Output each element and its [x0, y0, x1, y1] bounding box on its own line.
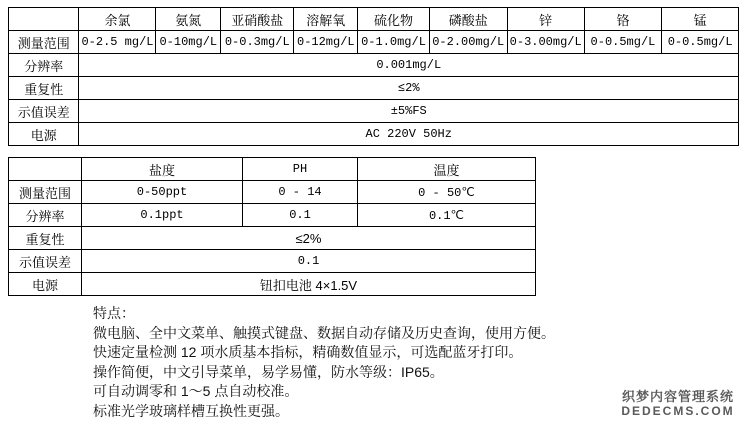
table1-column-header: 磷酸盐 [429, 8, 507, 31]
table2-range-row [9, 181, 536, 204]
table2-corner-cell [9, 158, 82, 181]
table2-repeatability-cell: ≤2% [82, 227, 536, 250]
table1-repeatability-row [9, 77, 739, 100]
watermark-domain-text: DEDECMS.COM [621, 404, 735, 418]
table2-column-header: 温度 [358, 158, 536, 181]
table1-repeatability-cell: ≤2% [79, 77, 739, 100]
table1-row-label: 电源 [9, 123, 79, 146]
table1-range-cell: 0-0.5mg/L [662, 31, 739, 54]
table1-range-cell: 0-2.5 mg/L [79, 31, 156, 54]
table1-column-header: 硫化物 [358, 8, 430, 31]
table1-range-cell: 0-1.0mg/L [358, 31, 430, 54]
table1-range-cell: 0-3.00mg/L [507, 31, 584, 54]
feature-line: 操作简便，中文引导菜单，易学易懂，防水等级：IP65。 [93, 363, 444, 380]
table2-row-label: 测量范围 [9, 181, 82, 204]
table1-range-cell: 0-0.5mg/L [584, 31, 662, 54]
table2-row-label: 重复性 [9, 227, 82, 250]
feature-line: 标准光学玻璃样槽互换性更强。 [93, 402, 289, 419]
watermark-cn-text: 织梦内容管理系统 [621, 389, 734, 404]
table1-column-header: 铬 [584, 8, 662, 31]
table1-resolution-row [9, 54, 739, 77]
table2-power-row [9, 273, 536, 296]
table2-power-cell: 钮扣电池 4×1.5V [82, 273, 536, 296]
table2-row-label: 示值误差 [9, 250, 82, 273]
table2-resolution-cell: 0.1ppt [82, 204, 243, 227]
table1-column-header: 氨氮 [156, 8, 221, 31]
table2-row-label: 分辨率 [9, 204, 82, 227]
table1-corner-cell [9, 8, 79, 31]
feature-line: 可自动调零和 1～5 点自动校准。 [93, 383, 299, 399]
table1-column-header: 锌 [507, 8, 584, 31]
table2-resolution-row [9, 204, 536, 227]
table1-row-label: 分辨率 [9, 54, 79, 77]
table2-resolution-cell: 0.1℃ [358, 204, 536, 227]
features-title: 特点： [93, 305, 135, 321]
salinity-ph-temp-spec-table [8, 157, 536, 296]
table2-resolution-cell: 0.1 [243, 204, 358, 227]
table1-range-cell: 0-12mg/L [294, 31, 358, 54]
table1-range-cell: 0-0.3mg/L [221, 31, 294, 54]
table1-power-cell: AC 220V 50Hz [79, 123, 739, 146]
table2-column-header: PH [243, 158, 358, 181]
table1-column-header: 溶解氧 [294, 8, 358, 31]
table2-header-row [9, 158, 536, 181]
table1-row-label: 示值误差 [9, 100, 79, 123]
table1-resolution-cell: 0.001mg/L [79, 54, 739, 77]
table2-indication-error-row [9, 250, 536, 273]
features-block [93, 304, 653, 421]
table1-indication-error-cell: ±5%FS [79, 100, 739, 123]
table1-row-label: 重复性 [9, 77, 79, 100]
table2-range-cell: 0 - 14 [243, 181, 358, 204]
table1-row-label: 测量范围 [9, 31, 79, 54]
dedecms-watermark [618, 390, 738, 418]
table1-header-row [9, 8, 739, 31]
table2-range-cell: 0 - 50℃ [358, 181, 536, 204]
table1-column-header: 锰 [662, 8, 739, 31]
table2-repeatability-row [9, 227, 536, 250]
table1-column-header: 亚硝酸盐 [221, 8, 294, 31]
table2-indication-error-cell: 0.1 [82, 250, 536, 273]
multi-param-spec-table [8, 7, 739, 146]
table1-range-cell: 0-10mg/L [156, 31, 221, 54]
table1-column-header: 余氯 [79, 8, 156, 31]
table1-range-cell: 0-2.00mg/L [429, 31, 507, 54]
table1-power-row [9, 123, 739, 146]
table2-column-header: 盐度 [82, 158, 243, 181]
feature-line: 微电脑、全中文菜单、触摸式键盘、数据自动存储及历史查询，使用方便。 [93, 324, 555, 341]
table2-range-cell: 0-50ppt [82, 181, 243, 204]
table2-row-label: 电源 [9, 273, 82, 296]
table1-range-row [9, 31, 739, 54]
feature-line: 快速定量检测 12 项水质基本指标，精确数值显示，可选配蓝牙打印。 [93, 344, 523, 360]
table1-indication-error-row [9, 100, 739, 123]
